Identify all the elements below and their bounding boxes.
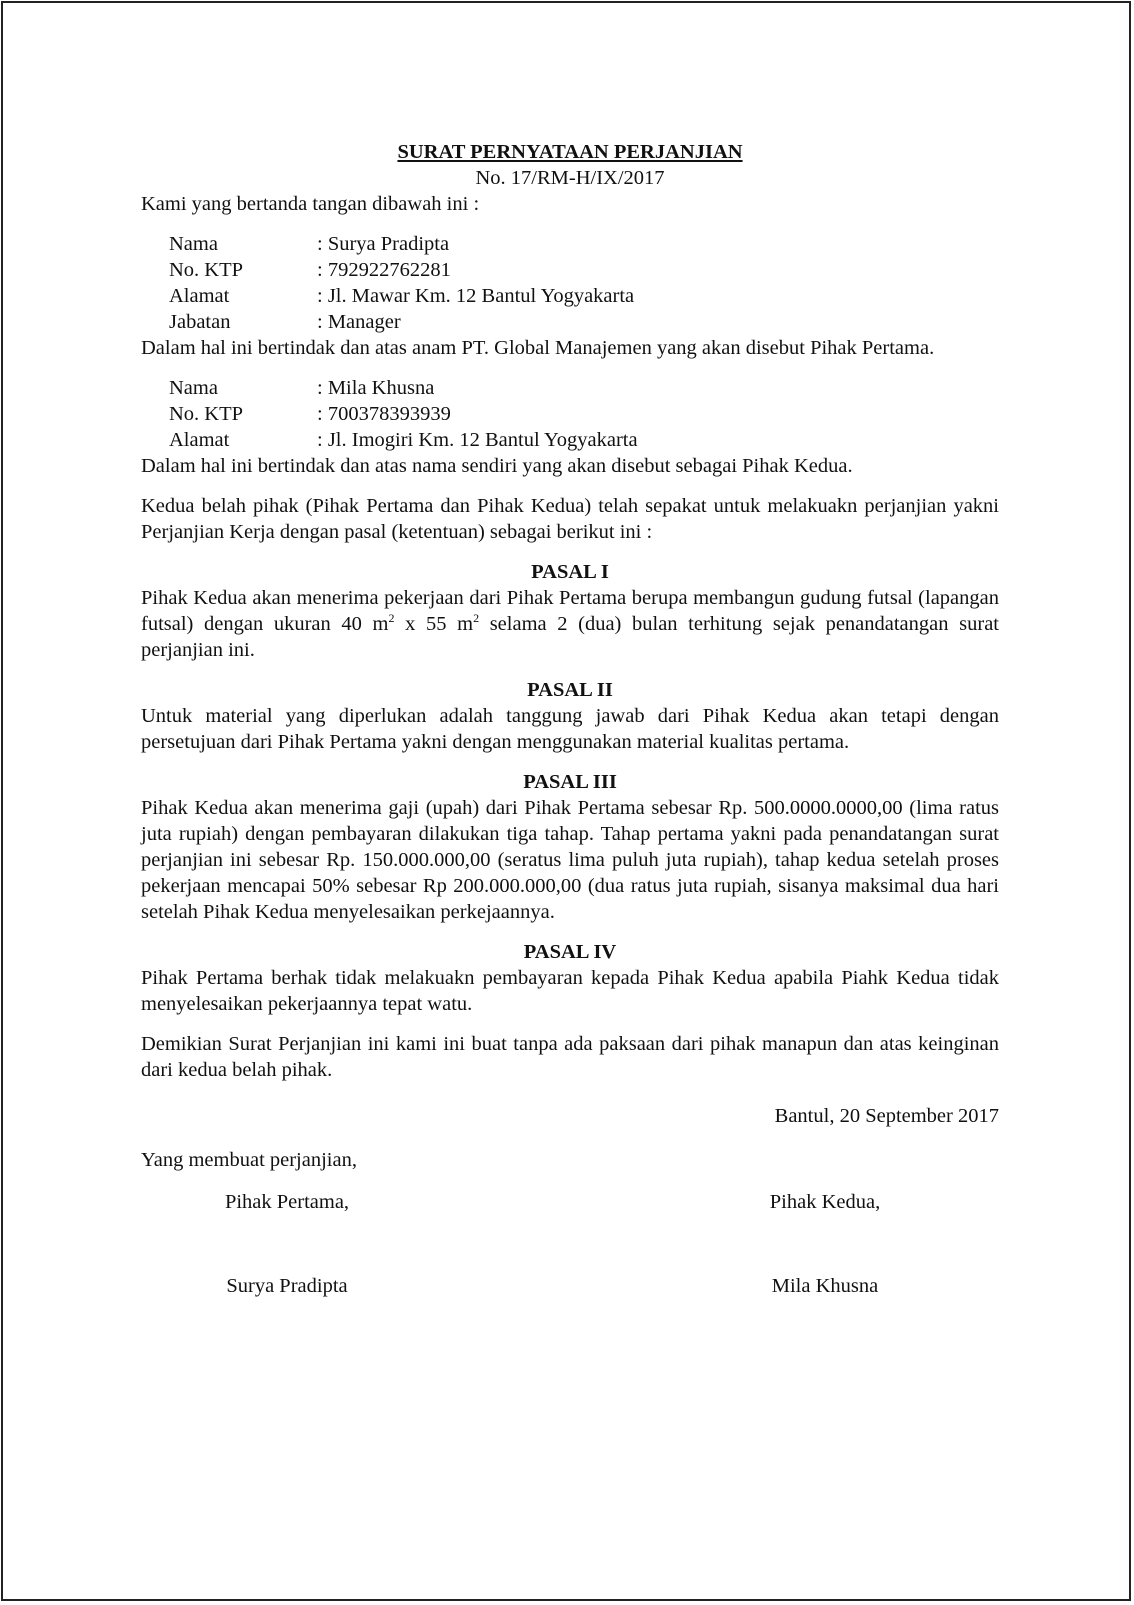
pasal-3-title: PASAL III xyxy=(523,771,617,793)
intro-text: Kami yang bertanda tangan dibawah ini : xyxy=(141,193,480,215)
pasal-1-text-part: x 55 m xyxy=(394,613,474,635)
pasal-1-text-part: selama 2 (dua) bulan terhitung sejak penandatangan surat perjanjian ini. xyxy=(141,613,999,661)
pasal-1-title: PASAL I xyxy=(531,561,609,583)
document-number: No. 17/RM-H/IX/2017 xyxy=(475,167,665,189)
party1-row-ktp xyxy=(169,257,999,283)
maker-text: Yang membuat perjanjian, xyxy=(141,1149,357,1171)
field-label: No. KTP xyxy=(169,259,244,281)
field-label: No. KTP xyxy=(169,403,244,425)
field-value: : Surya Pradipta xyxy=(317,233,450,255)
signature-role-right: Pihak Kedua, xyxy=(769,1191,881,1213)
party2-row-ktp xyxy=(169,401,999,427)
field-value: : Mila Khusna xyxy=(317,377,435,399)
field-label: Alamat xyxy=(169,285,230,307)
signature-names xyxy=(187,1273,925,1299)
document-content xyxy=(141,139,999,1299)
party1-row-address xyxy=(169,283,999,309)
field-value: : Jl. Imogiri Km. 12 Bantul Yogyakarta xyxy=(317,429,638,451)
pasal-4-title: PASAL IV xyxy=(523,941,617,963)
pasal-4-text: Pihak Pertama berhak tidak melakuakn pembayaran kepada Pihak Kedua apabila Piahk Kedua tidak menyelesaikan pekerjaannya tepat watu. xyxy=(141,967,999,1015)
document-title: SURAT PERNYATAAN PERJANJIAN xyxy=(397,141,743,163)
field-value: : Jl. Mawar Km. 12 Bantul Yogyakarta xyxy=(317,285,635,307)
pasal-2-text: Untuk material yang diperlukan adalah tanggung jawab dari Pihak Kedua akan tetapi dengan persetujuan dari Pihak Pertama yakni dengan menggunakan material kualitas pertama. xyxy=(141,705,999,753)
party2-row-address xyxy=(169,427,999,453)
party1-statement: Dalam hal ini bertindak dan atas anam PT. Global Manajemen yang akan disebut Pihak Pertama. xyxy=(141,337,935,359)
party2-statement: Dalam hal ini bertindak dan atas nama sendiri yang akan disebut sebagai Pihak Kedua. xyxy=(141,455,853,477)
party2-details xyxy=(169,375,999,453)
signature-role-left: Pihak Pertama, xyxy=(224,1191,350,1213)
field-value: : Manager xyxy=(317,311,401,333)
field-label: Nama xyxy=(169,377,218,399)
superscript: 2 xyxy=(388,611,395,626)
signature-name-left: Surya Pradipta xyxy=(226,1275,348,1297)
pasal-3-text: Pihak Kedua akan menerima gaji (upah) dari Pihak Pertama sebesar Rp. 500.0000.0000,00 (lima ratus juta rupiah) dengan pembayaran dilakukan tiga tahap. Tahap pertama yakni pada penandatangan surat perjanjian ini sebesar Rp. 150.000.000,00 (seratus lima puluh juta rupiah), tahap kedua setelah proses pekerjaan mencapai 50% sebesar Rp 200.000.000,00 (dua ratus juta rupiah, sisanya maksimal dua hari setelah Pihak Kedua menyelesaikan perkejaannya. xyxy=(141,797,999,923)
superscript: 2 xyxy=(473,611,480,626)
signature-name-right: Mila Khusna xyxy=(771,1275,879,1297)
agreement-text: Kedua belah pihak (Pihak Pertama dan Pihak Kedua) telah sepakat untuk melakuakn perjanjian yakni Perjanjian Kerja dengan pasal (ketentuan) sebagai berikut ini : xyxy=(141,495,999,543)
place-date: Bantul, 20 September 2017 xyxy=(774,1105,999,1127)
pasal-1-text-part: Pihak Kedua akan menerima pekerjaan dari Pihak Pertama berupa membangun gudung futsal (lapangan futsal) dengan ukuran 40 m xyxy=(141,587,999,635)
party2-row-name xyxy=(169,375,999,401)
pasal-2-title: PASAL II xyxy=(527,679,613,701)
closing-text: Demikian Surat Perjanjian ini kami ini buat tanpa ada paksaan dari pihak manapun dan atas keinginan dari kedua belah pihak. xyxy=(141,1033,999,1081)
field-value: : 792922762281 xyxy=(317,259,451,281)
party1-row-name xyxy=(169,231,999,257)
document-page xyxy=(1,1,1131,1601)
signature-roles xyxy=(187,1189,925,1215)
field-label: Jabatan xyxy=(169,311,231,333)
field-label: Nama xyxy=(169,233,218,255)
party1-details xyxy=(169,231,999,335)
party1-row-position xyxy=(169,309,999,335)
field-label: Alamat xyxy=(169,429,230,451)
pasal-1-text xyxy=(141,585,999,663)
field-value: : 700378393939 xyxy=(317,403,451,425)
